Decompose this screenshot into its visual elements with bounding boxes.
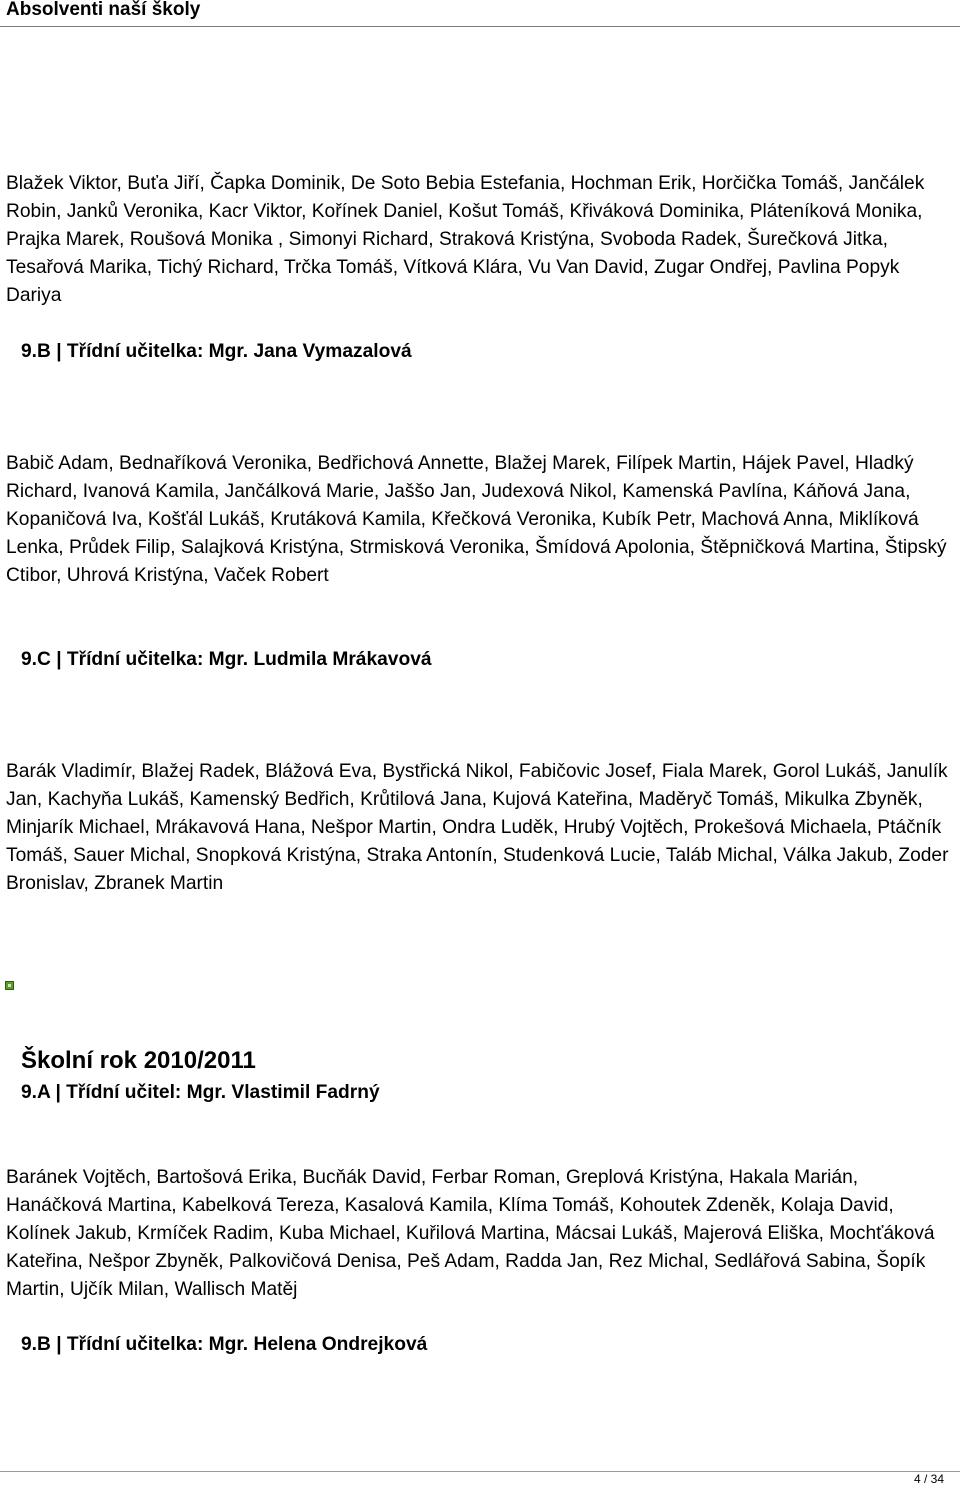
class-heading: 9.C | Třídní učitelka: Mgr. Ludmila Mrákavová	[21, 649, 432, 670]
student-list: Babič Adam, Bednaříková Veronika, Bedřichová Annette, Blažej Marek, Filípek Martin, Hájek Pavel, Hladký Richard, Ivanová Kamila, Jančálková Marie, Jaššo Jan, Judexová Nikol, Kamenská Pavlína, Káňová Jana, Kopaničová Iva, Košťál Lukáš, Krutáková Kamila, Křečková Veronika, Kubík Petr, Machová Anna, Miklíková Lenka, Průdek Filip, Salajková Kristýna, Strmisková Veronika, Šmídová Apolonia, Štěpničková Martina, Štipský Ctibor, Uhrová Kristýna, Vaček Robert	[6, 453, 947, 586]
title-divider	[0, 26, 960, 27]
class-heading: 9.B | Třídní učitelka: Mgr. Helena Ondrejková	[21, 1334, 428, 1355]
page-number: 4 / 34	[913, 1472, 944, 1486]
class-heading: 9.B | Třídní učitelka: Mgr. Jana Vymazalová	[21, 341, 412, 362]
small-image-icon	[5, 981, 14, 990]
student-list: Baránek Vojtěch, Bartošová Erika, Bucňák David, Ferbar Roman, Greplová Kristýna, Hakala Marián, Hanáčková Martina, Kabelková Tereza, Kasalová Kamila, Klíma Tomáš, Kohoutek Zdeněk, Kolaja David, Kolínek Jakub, Krmíček Radim, Kuba Michael, Kuřilová Martina, Mácsai Lukáš, Majerová Eliška, Mochťáková Kateřina, Nešpor Zbyněk, Palkovičová Denisa, Peš Adam, Radda Jan, Rez Michal, Sedlářová Sabina, Šopík Martin, Ujčík Milan, Wallisch Matěj	[6, 1167, 935, 1300]
footer-divider	[0, 1471, 960, 1472]
student-list: Barák Vladimír, Blažej Radek, Blážová Eva, Bystřická Nikol, Fabičovic Josef, Fiala Marek, Gorol Lukáš, Janulík Jan, Kachyňa Lukáš, Kamenský Bedřich, Krůtilová Jana, Kujová Kateřina, Maděryč Tomáš, Mikulka Zbyněk, Minjarík Michael, Mrákavová Hana, Nešpor Martin, Ondra Luděk, Hrubý Vojtěch, Prokešová Michaela, Ptáčník Tomáš, Sauer Michal, Snopková Kristýna, Straka Antonín, Studenková Lucie, Taláb Michal, Válka Jakub, Zoder Bronislav, Zbranek Martin	[6, 761, 949, 894]
school-year-heading: Školní rok 2010/2011	[21, 1047, 256, 1074]
class-heading: 9.A | Třídní učitel: Mgr. Vlastimil Fadrný	[21, 1082, 380, 1103]
page-title: Absolventi naší školy	[6, 0, 201, 20]
student-list: Blažek Viktor, Buťa Jiří, Čapka Dominik, De Soto Bebia Estefania, Hochman Erik, Horčička Tomáš, Jančálek Robin, Janků Veronika, Kacr Viktor, Kořínek Daniel, Košut Tomáš, Křiváková Dominika, Pláteníková Monika, Prajka Marek, Roušová Monika , Simonyi Richard, Straková Kristýna, Svoboda Radek, Šurečková Jitka, Tesařová Marika, Tichý Richard, Trčka Tomáš, Vítková Klára, Vu Van David, Zugar Ondřej, Pavlina Popyk Dariya	[6, 173, 925, 306]
